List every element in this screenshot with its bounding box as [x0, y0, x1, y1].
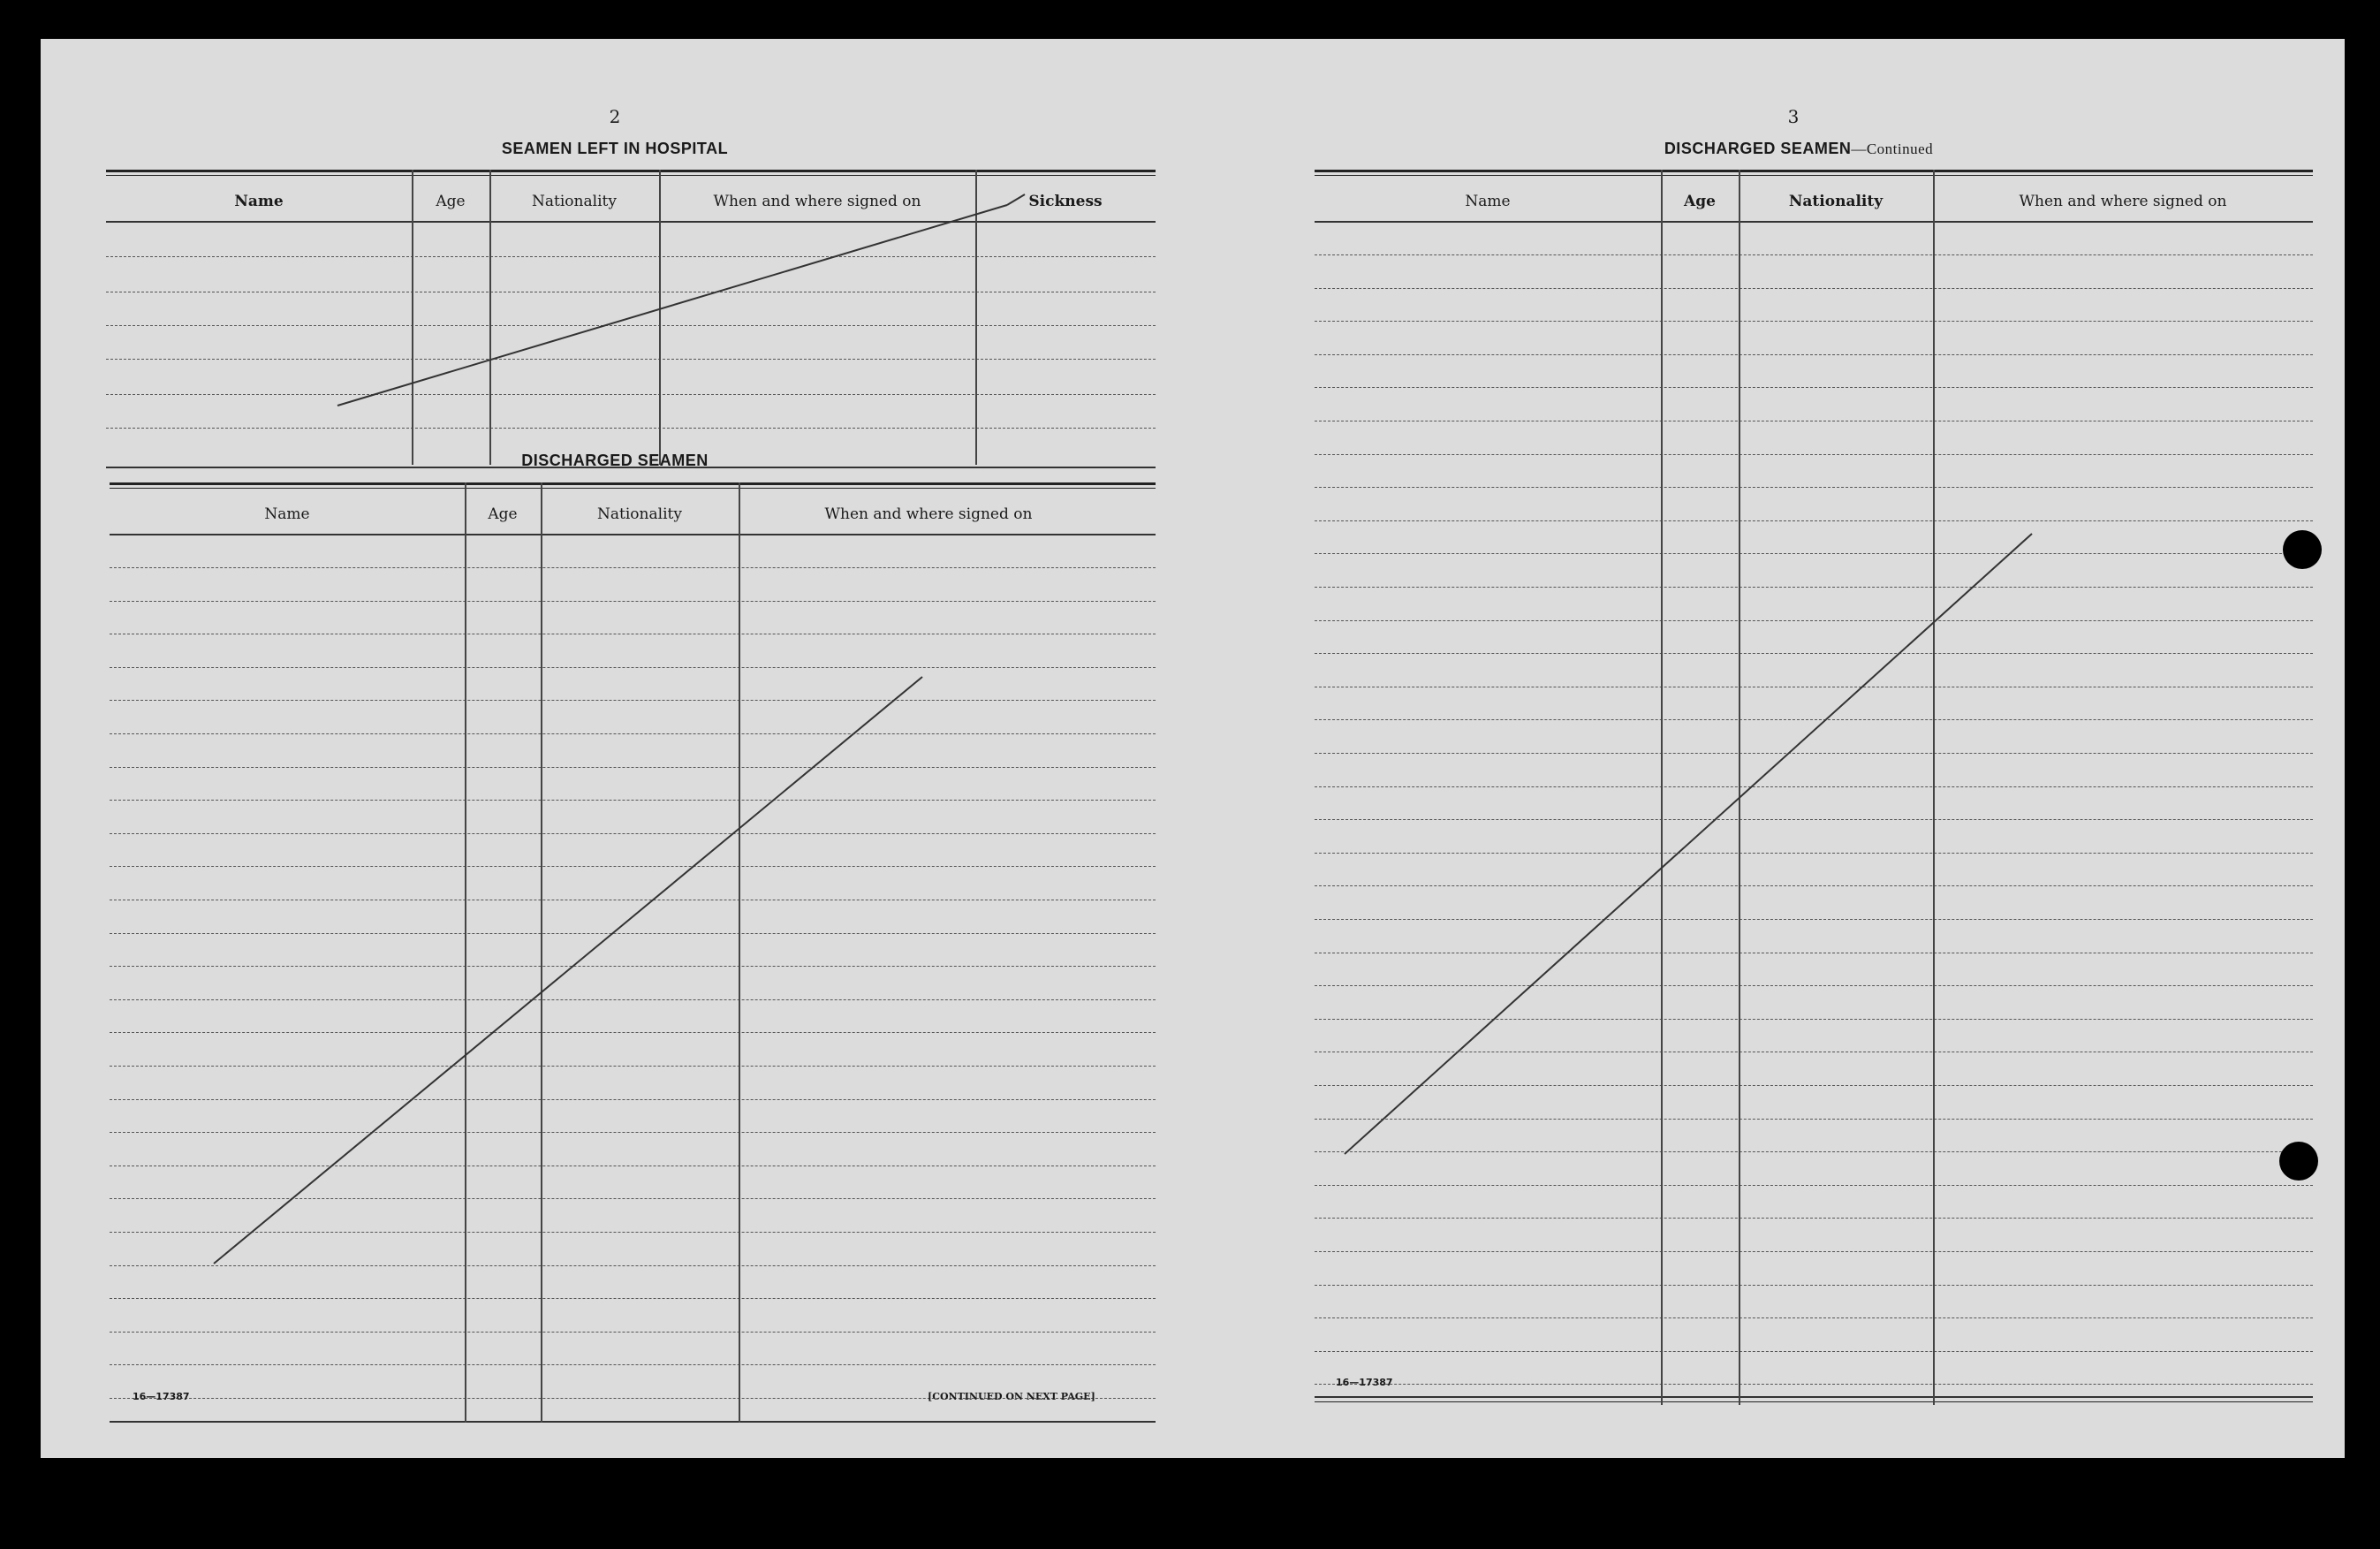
continued-note: [CONTINUED ON NEXT PAGE]: [928, 1391, 1095, 1402]
column-header-sickness: Sickness: [1028, 193, 1103, 210]
page-number: 2: [609, 106, 621, 127]
column-header-name: Name: [234, 193, 284, 210]
column-header-signed-on: When and where signed on: [2019, 193, 2227, 210]
discharged-section-title: DISCHARGED SEAMEN: [521, 452, 709, 469]
column-header-age: Age: [1684, 193, 1716, 210]
column-header-age: Age: [488, 505, 518, 523]
page-number: 3: [1787, 106, 1800, 127]
column-header-name: Name: [1465, 193, 1511, 210]
column-header-signed-on: When and where signed on: [713, 193, 921, 210]
title-main: DISCHARGED SEAMEN: [1664, 140, 1852, 157]
column-header-nationality: Nationality: [597, 505, 682, 523]
column-header-age: Age: [436, 193, 466, 210]
binder-hole: [2283, 530, 2322, 569]
form-number: 16—17387: [1336, 1377, 1393, 1388]
title-suffix: —Continued: [1851, 140, 1934, 157]
form-number: 16—17387: [133, 1391, 190, 1402]
hospital-section-title: SEAMEN LEFT IN HOSPITAL: [501, 140, 729, 157]
column-header-name: Name: [264, 505, 310, 523]
void-slash-discharged-continued: [41, 39, 2345, 1458]
form-sheet: [41, 39, 2345, 1458]
column-header-nationality: Nationality: [532, 193, 617, 210]
column-header-nationality: Nationality: [1788, 193, 1884, 210]
binder-hole: [2279, 1142, 2318, 1181]
column-header-signed-on: When and where signed on: [824, 505, 1033, 523]
